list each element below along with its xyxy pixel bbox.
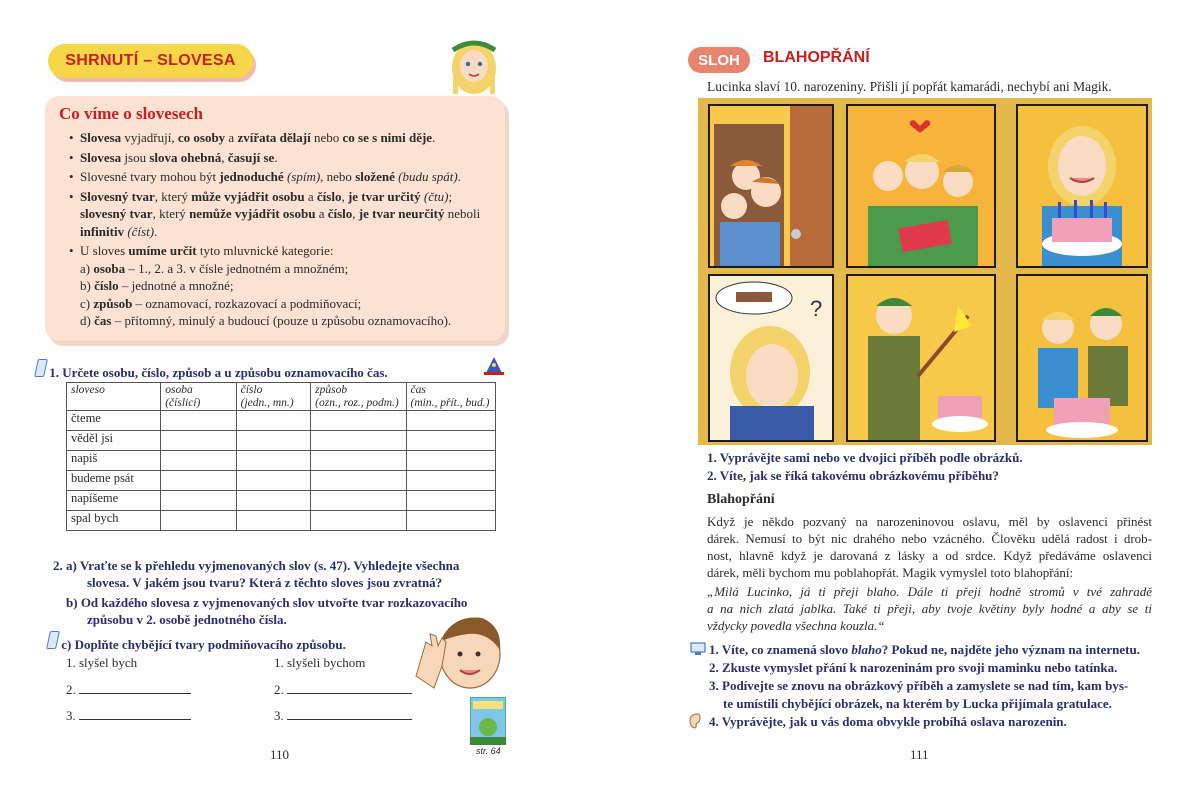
exercise-2b-line2: způsobu v 2. osobě jednotného čísla.: [87, 612, 287, 627]
conditional-col1-row2: 2.: [66, 681, 191, 698]
girl-wreath-illustration: [443, 28, 505, 100]
book-cover-icon: [470, 697, 506, 745]
exercise-2c: c) Doplňte chybějící tvary podmiňovacího způsobu.: [48, 631, 346, 653]
summary-subitem: b) číslo – jednotné a množné;: [80, 278, 234, 293]
picture-question-1: 1. Vyprávějte sami nebo ve dvojici příběh podle obrázků.: [707, 450, 1023, 465]
page-number-right: 111: [910, 747, 929, 762]
summary-list: [59, 129, 493, 330]
table-header: čas (min., přít., bud.): [406, 383, 495, 411]
answer-cell[interactable]: [406, 491, 495, 511]
verb-cell: napiš: [67, 451, 161, 471]
answer-cell[interactable]: [236, 451, 311, 471]
answer-cell[interactable]: [161, 411, 236, 431]
answer-cell[interactable]: [236, 471, 311, 491]
answer-blank[interactable]: [287, 707, 412, 720]
summary-subitem: a) osoba – 1., 2. a 3. v čísle jednotném a množném;: [80, 260, 349, 276]
ear-icon: [688, 712, 702, 730]
verbs-table: [66, 382, 496, 531]
table-header: číslo (jedn., mn.): [236, 383, 311, 411]
exercise-1-heading: 1. Určete osobu, číslo, způsob a u způsobu oznamovacího čas.: [36, 359, 388, 381]
table-row: [67, 431, 496, 451]
comic-panel-2: [846, 104, 996, 268]
answer-cell[interactable]: [236, 511, 311, 531]
table-header: osoba (číslicí): [161, 383, 236, 411]
exercise-2a-line2: slovesa. V jakém jsou tvaru? Která z těchto sloves jsou zvratná?: [87, 575, 443, 590]
answer-cell[interactable]: [311, 511, 406, 531]
question-4: 4. Vyprávějte, jak u vás doma obvykle probíhá oslava narozenin.: [709, 714, 1067, 729]
summary-item: • Slovesa jsou slova ohebná, časují se.: [69, 149, 493, 167]
conditional-col2-row2: 2.: [274, 681, 412, 698]
summary-item: • Slovesný tvar, který může vyjádřit osobu a číslo, je tvar určitý (čtu); slovesný tvar, který nemůže vyjádřit osobu a číslo, je tvar neurčitý neboli infinitiv (číst).: [69, 188, 493, 241]
answer-cell[interactable]: [161, 451, 236, 471]
answer-cell[interactable]: [236, 491, 311, 511]
answer-cell[interactable]: [236, 431, 311, 451]
exercise-2a: 2. a) Vraťte se k přehledu vyjmenovaných slov (s. 47). Vyhledejte všechna: [53, 558, 460, 573]
magic-hat-icon: [483, 356, 505, 376]
pencil-icon: [34, 359, 48, 377]
question-1: 1. Víte, co znamená slovo blaho? Pokud ne, najděte jeho význam na internetu.: [709, 642, 1140, 657]
table-row: [67, 451, 496, 471]
answer-blank[interactable]: [287, 681, 412, 694]
answer-cell[interactable]: [161, 471, 236, 491]
summary-box: [45, 96, 505, 341]
verb-cell: věděl jsi: [67, 431, 161, 451]
answer-cell[interactable]: [311, 451, 406, 471]
question-3: 3. Podívejte se znovu na obrázkový příběh a zamyslete se nad tím, kam bys-: [709, 678, 1129, 693]
conditional-col2-row1: 1. slyšeli bychom: [274, 655, 366, 670]
conditional-col1-row3: 3.: [66, 707, 191, 724]
answer-cell[interactable]: [161, 491, 236, 511]
verb-cell: spal bych: [67, 511, 161, 531]
table-header: sloveso: [67, 383, 161, 411]
section-title-banner: [48, 44, 253, 78]
summary-heading: Co víme o slovesech: [59, 104, 204, 123]
boy-waving-illustration: [412, 606, 507, 698]
exercise-2b: b) Od každého slovesa z vyjmenovaných slov utvořte tvar rozkazovacího: [66, 595, 468, 610]
right-title: BLAHOPŘÁNÍ: [763, 49, 870, 66]
answer-cell[interactable]: [236, 411, 311, 431]
answer-cell[interactable]: [311, 471, 406, 491]
summary-item: • Slovesa vyjadřují, co osoby a zvířata dělají nebo co se s nimi děje.: [69, 129, 493, 147]
comic-panel-5: [846, 274, 996, 442]
conditional-col1-row1: 1. slyšel bych: [66, 655, 138, 670]
section-title: SHRNUTÍ – SLOVESA: [65, 52, 236, 69]
computer-icon: [690, 642, 706, 656]
verb-cell: čteme: [67, 411, 161, 431]
summary-subitem: d) čas – přítomný, minulý a budoucí (pouze u způsobu oznamovacího).: [80, 313, 452, 328]
quote: „Milá Lucinko, já ti přeji blaho. Dále ti přeji hodně stromů v tvé zahradě a na nich zlatá jablka. Také ti přeji, aby tvoje květiny byly hodné a aby se ti vždycky povedla všechna kouzla.“: [707, 584, 1152, 633]
answer-blank[interactable]: [79, 681, 191, 694]
comic-panel-6: [1016, 274, 1148, 442]
comic-strip: [698, 98, 1152, 445]
answer-cell[interactable]: [406, 411, 495, 431]
answer-cell[interactable]: [406, 471, 495, 491]
summary-item: • U sloves umíme určit tyto mluvnické kategorie: a) osoba – 1., 2. a 3. v čísle jednotném a množném; b) číslo – jednotné a množné; c) způsob – oznamovací, rozkazovací a podmiňovací; d) čas – přítomný, minulý a budoucí (pouze u způsobu oznamovacího).: [69, 242, 493, 330]
conditional-col2-row3: 3.: [274, 707, 412, 724]
answer-cell[interactable]: [311, 411, 406, 431]
summary-subitem: c) způsob – oznamovací, rozkazovací a podmiňovací;: [80, 295, 362, 311]
exercise-1-text: Určete osobu, číslo, způsob a u způsobu oznamovacího čas.: [62, 365, 388, 380]
section-heading: Blahopřání: [707, 492, 775, 507]
answer-blank[interactable]: [79, 707, 191, 720]
answer-cell[interactable]: [406, 511, 495, 531]
paragraph: Když je někdo pozvaný na narozeninovou oslavu, měl by oslavenci přinést dárek. Nemusí to být nic drahého nebo vzácného. Člověku udělá radost i drob- nost, hlavně když je darovaná z lásky a od srdce. Když předáváme oslavenci dárek, měli bychom mu poblahopřát. Magik vymyslel toto blahopřání:: [707, 514, 1152, 580]
question-2: 2. Zkuste vymyslet přání k narozeninám pro svoji maminku nebo tatínka.: [709, 660, 1118, 675]
table-row: [67, 471, 496, 491]
question-3-line2: te umístili chybějící obrázek, na kterém by Lucka přijímala gratulace.: [723, 696, 1112, 711]
sloh-badge: SLOH: [688, 47, 750, 73]
summary-item: • Slovesné tvary mohou být jednoduché (spím), nebo složené (budu spát).: [69, 168, 493, 186]
answer-cell[interactable]: [406, 451, 495, 471]
svg-text:?: ?: [810, 296, 823, 321]
table-row: [67, 511, 496, 531]
table-header: způsob (ozn., roz., podm.): [311, 383, 406, 411]
verb-cell: budeme psát: [67, 471, 161, 491]
book-ref: str. 64: [476, 746, 501, 756]
answer-cell[interactable]: [311, 431, 406, 451]
comic-panel-4: [708, 274, 834, 442]
answer-cell[interactable]: [161, 511, 236, 531]
pencil-icon: [46, 631, 60, 649]
answer-cell[interactable]: [406, 431, 495, 451]
comic-panel-3: [1016, 104, 1148, 268]
table-row: [67, 491, 496, 511]
table-row: [67, 411, 496, 431]
page-number-left: 110: [270, 747, 290, 762]
comic-panel-1: [708, 104, 834, 268]
intro-text: Lucinka slaví 10. narozeniny. Přišli jí popřát kamarádi, nechybí ani Magik.: [707, 79, 1112, 94]
answer-cell[interactable]: [161, 431, 236, 451]
answer-cell[interactable]: [311, 491, 406, 511]
verb-cell: napíšeme: [67, 491, 161, 511]
picture-question-2: 2. Víte, jak se říká takovému obrázkovému příběhu?: [707, 468, 999, 483]
